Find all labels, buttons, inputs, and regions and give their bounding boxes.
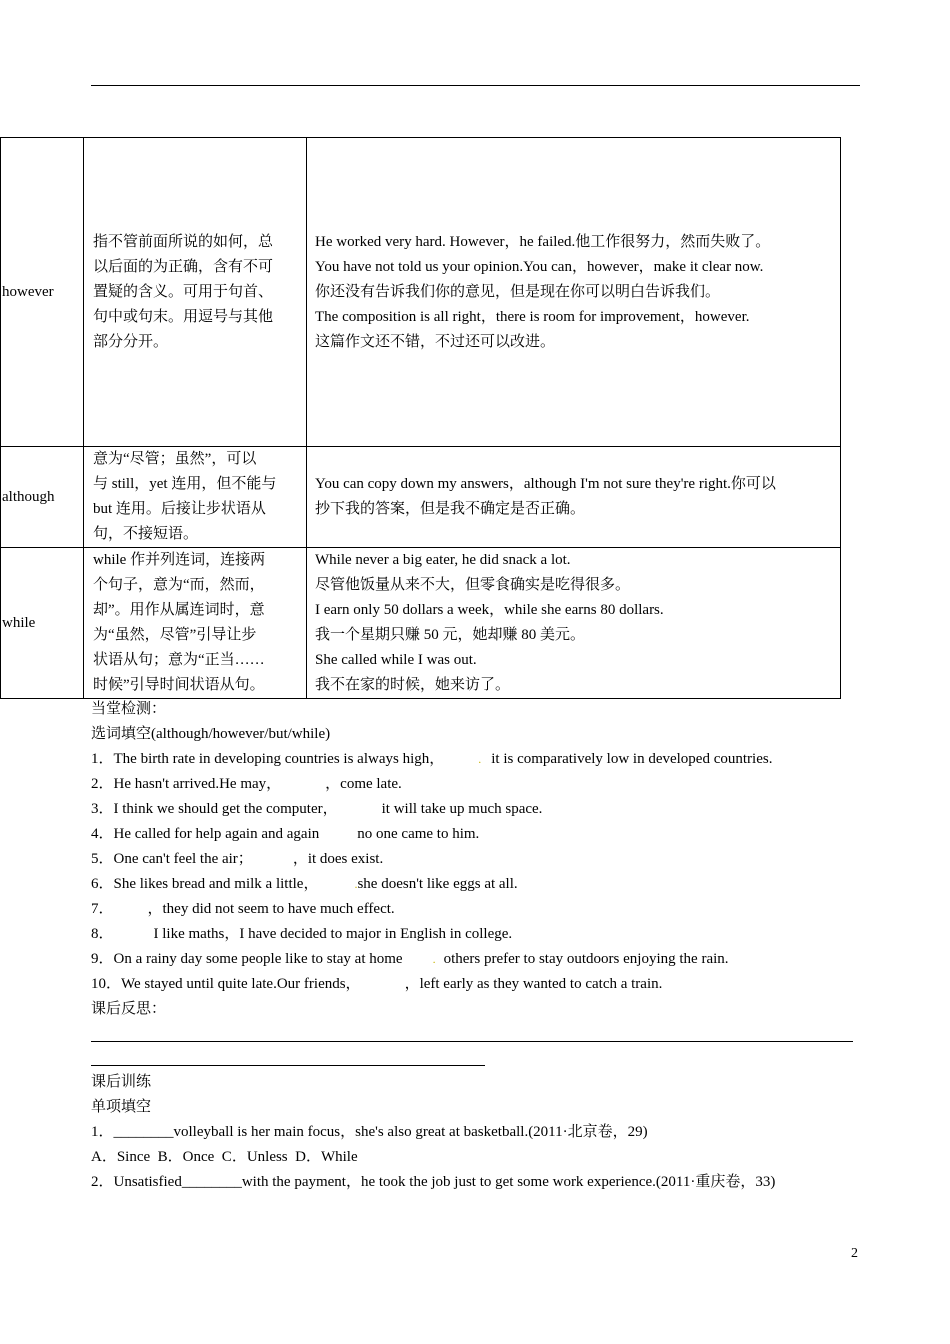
- example-cell: [307, 548, 841, 699]
- explanation-line: 指不管前面所说的如何，总: [93, 233, 274, 250]
- item-text: 4．He called for help again and again: [91, 826, 320, 842]
- question-1: 1．________volleyball is her main focus，she's also great at basketball.(2011·北京卷，29): [91, 1124, 648, 1140]
- post-heading: 课后训练: [91, 1074, 152, 1090]
- item-text: it is comparatively low in developed countries.: [491, 751, 773, 767]
- example-line: The composition is all right，there is room for improvement，however.: [315, 308, 750, 325]
- example-line: 抄下我的答案，但是我不确定是否正确。: [315, 501, 586, 517]
- example-cell: [307, 447, 841, 548]
- explanation-line: 却”。用作从属连词时，意: [93, 602, 265, 618]
- post-training-section: [91, 1070, 775, 1195]
- explanation-line: 状语从句；意为“正当……: [93, 652, 265, 668]
- word-cell: however: [1, 138, 84, 447]
- explanation-cell: [84, 138, 307, 447]
- word-cell: while: [1, 548, 84, 699]
- explanation-line: 以后面的为正确，含有不可: [93, 258, 274, 275]
- exercise-item: [91, 972, 772, 997]
- example-cell: [307, 138, 841, 447]
- example-line: 你还没有告诉我们你的意见，但是现在你可以明白告诉我们。: [315, 283, 721, 300]
- exercise-item: [91, 747, 772, 772]
- item-text: ，left early as they wanted to catch a train.: [404, 976, 663, 992]
- explanation-line: while 作并列连词，连接两: [93, 552, 266, 568]
- question-2: 2．Unsatisfied________with the payment，he took the job just to get some work experience.(2011·重庆卷，33): [91, 1174, 776, 1190]
- example-line: 这篇作文还不错，不过还可以改进。: [315, 333, 556, 350]
- explanation-line: 意为“尽管；虽然”，可以: [93, 451, 257, 467]
- explanation-line: 置疑的含义。可用于句首、: [93, 283, 274, 300]
- exercise-item: [91, 922, 772, 947]
- reflection-answer-line: [91, 1041, 853, 1042]
- example-line: You have not told us your opinion.You can，however，make it clear now.: [315, 258, 764, 275]
- vocabulary-table: [0, 137, 841, 699]
- explanation-cell: [84, 548, 307, 699]
- table-row-while: [1, 548, 841, 699]
- question-1-options: A．Since B．Once C．Unless D．While: [91, 1149, 358, 1165]
- exercise-item: [91, 772, 772, 797]
- example-line: She called while I was out.: [315, 652, 477, 668]
- example-line: You can copy down my answers，although I'm not sure they're right.你可以: [315, 476, 776, 492]
- table-row-although: [1, 447, 841, 548]
- marker-dot: .: [478, 752, 482, 766]
- item-text: 2．He hasn't arrived.He may，: [91, 776, 282, 792]
- exercise-item: [91, 872, 772, 897]
- example-line: While never a big eater, he did snack a lot.: [315, 552, 571, 568]
- example-line: He worked very hard. However，he failed.他工作很努力，然而失败了。: [315, 233, 771, 250]
- explanation-line: 与 still，yet 连用，但不能与: [93, 476, 277, 492]
- item-text: 7．: [91, 901, 114, 917]
- explanation-line: 个句子，意为“而，然而，: [93, 577, 265, 593]
- item-text: 5．One can't feel the air；: [91, 851, 253, 867]
- item-text: 3．I think we should get the computer，: [91, 801, 338, 817]
- example-line: I earn only 50 dollars a week，while she earns 80 dollars.: [315, 602, 664, 618]
- explanation-line: but 连用。后接让步状语从: [93, 501, 266, 517]
- item-text: no one came to him.: [357, 826, 480, 842]
- example-line: 尽管他饭量从来不大，但零食确实是吃得很多。: [315, 577, 631, 593]
- item-text: 6．She likes bread and milk a little，: [91, 876, 319, 892]
- marker-dot: .: [432, 952, 436, 966]
- exercise-item: [91, 897, 772, 922]
- exercise-item: [91, 847, 772, 872]
- item-text: ，it does exist.: [292, 851, 384, 867]
- explanation-line: 句，不接短语。: [93, 526, 199, 542]
- item-text: 1．The birth rate in developing countries is always high，: [91, 751, 445, 767]
- marker-dot: .: [354, 877, 358, 891]
- explanation-cell: [84, 447, 307, 548]
- example-line: 我不在家的时候，她来访了。: [315, 677, 511, 693]
- reflection-answer-line: [91, 1065, 485, 1066]
- explanation-line: 为“虽然，尽管”引导让步: [93, 627, 257, 643]
- item-text: 10．We stayed until quite late.Our friends，: [91, 976, 361, 992]
- item-text: I like maths，I have decided to major in English in college.: [153, 926, 513, 942]
- explanation-line: 时候”引导时间状语从句。: [93, 677, 265, 693]
- item-text: she doesn't like eggs at all.: [357, 876, 518, 892]
- reflection-heading: 课后反思：: [91, 1001, 167, 1017]
- item-text: 8．: [91, 926, 114, 942]
- example-line: 我一个星期只赚 50 元，她却赚 80 美元。: [315, 627, 586, 643]
- header-rule: [91, 85, 860, 86]
- exercise-section: [91, 697, 772, 1022]
- exercise-item: [91, 822, 772, 847]
- explanation-line: 句中或句末。用逗号与其他: [93, 308, 274, 325]
- item-text: ，they did not seem to have much effect.: [147, 901, 395, 917]
- post-subheading: 单项填空: [91, 1099, 152, 1115]
- explanation-line: 部分分开。: [93, 333, 169, 350]
- word-cell: although: [1, 447, 84, 548]
- exercise-heading: 当堂检测：: [91, 701, 167, 717]
- exercise-instruction: 选词填空(although/however/but/while): [91, 726, 331, 742]
- item-text: it will take up much space.: [381, 801, 543, 817]
- item-text: 9．On a rainy day some people like to stay at home: [91, 951, 403, 967]
- item-text: others prefer to stay outdoors enjoying the rain.: [443, 951, 729, 967]
- exercise-item: [91, 947, 772, 972]
- table-row-however: [1, 138, 841, 447]
- item-text: ，come late.: [325, 776, 402, 792]
- page-number: 2: [851, 1246, 858, 1261]
- exercise-item: [91, 797, 772, 822]
